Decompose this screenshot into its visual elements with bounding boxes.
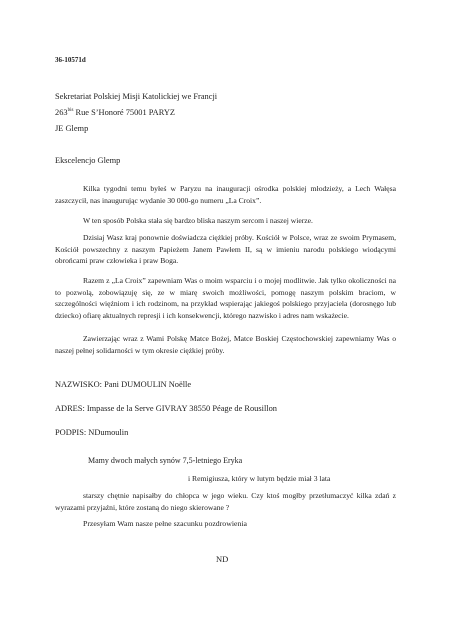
- paragraph-4: Razem z „La Croix” zapewniam Was o moim wsparciu i o mojej modlitwie. Jak tylko okoliczności na to pozwolą, zobowiązuję się, ze w miarę swoich możliwości, pomogę naszym polskim braciom, w szczególności więźniom i ich rodzinom, na przykład wspierając jakiegoś polskiego przyjaciela (dorosnęgo lub dziecko) ofiarę aktualnych represji i ich konsekwencji, którego nazwisko i adres nam wskażecie.: [55, 276, 396, 320]
- initials: ND: [216, 554, 229, 564]
- paragraph-2: W ten sposób Polska stała się bardzo bliska naszym sercom i naszej wierze.: [83, 216, 313, 225]
- handwritten-line-1: Mamy dwoch małych synów 7,5-letniego Eryka: [88, 456, 243, 465]
- reference-number: 36-10571d: [55, 56, 86, 64]
- recipient-line-1: Sekretariat Polskiej Misji Katolickiej we Francji: [55, 92, 218, 101]
- closing-line: Przesyłam Wam nasze pełne szacunku pozdrowienia: [83, 519, 247, 528]
- recipient-line-3: JE Glemp: [55, 124, 89, 133]
- handwritten-line-2: i Remigiusza, który w lutym będzie miał 3 lata: [188, 474, 331, 483]
- paragraph-1: Kilka tygodni temu byłeś w Paryzu na inauguracji ośrodka polskiej młodzieży, a Lech Wałęsa zaszczycił, nas inaugurując wydanie 30 000-go numeru „La Croix”.: [55, 184, 396, 205]
- form-signature-line: PODPIS: NDumoulin: [55, 428, 129, 437]
- street-number-suffix: bis: [67, 108, 74, 114]
- recipient-line-2: [55, 108, 175, 117]
- paragraph-5: Zawierzając wraz z Wami Polskę Matce Bożej, Matce Boskiej Częstochowskiej zapewniamy Was o naszej pełnej solidarności w tym okresie ciężkiej próby.: [55, 334, 396, 355]
- form-name-line: NAZWISKO: Pani DUMOULIN Noëlle: [55, 380, 192, 389]
- paragraph-3: Dzisiaj Wasz kraj ponownie doświadcza ciężkiej próby. Kościół w Polsce, wraz ze swoim Prymasem, Kościół powszechny z naszym Papieżem Janem Pawłem II, są w imieniu narodu polskiego wiodącymi obrońcami praw człowieka i praw Boga.: [55, 233, 396, 265]
- salutation: Ekscelencjo Glemp: [55, 156, 121, 165]
- form-address-line: ADRES: Impasse de la Serve GIVRAY 38550 Péage de Rousillon: [55, 404, 277, 413]
- street-number: 263: [55, 108, 68, 117]
- handwritten-paragraph: starszy chętnie napisałby do chłopca w jego wieku. Czy ktoś mogłby przetłumaczyć kilka zdań z wyrazami przyjaźni, które zostaną do niego skierowane ?: [55, 491, 396, 512]
- street-name: Rue S’Honoré 75001 PARYZ: [73, 108, 175, 117]
